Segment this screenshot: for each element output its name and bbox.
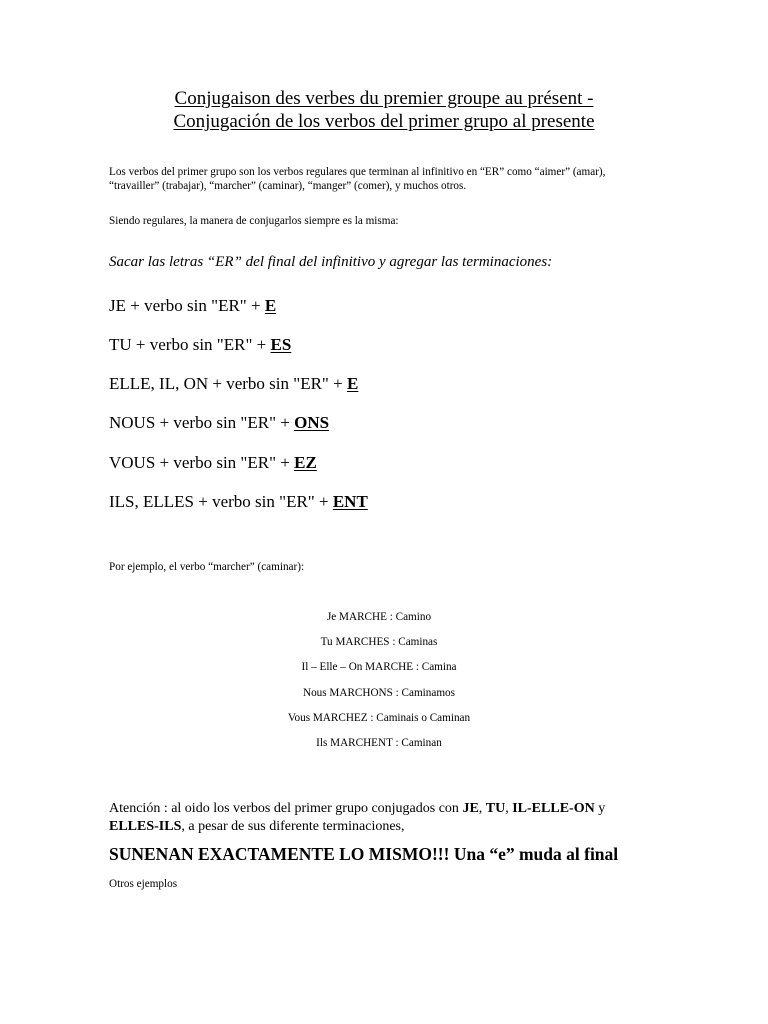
rule-elle-il-on <box>109 374 358 394</box>
attention-text: Atención : al oido los verbos del primer grupo conjugados con <box>109 801 463 816</box>
example-tu: Tu MARCHES : Caminas <box>320 636 438 648</box>
attention-text: , a pesar de sus diferente terminaciones, <box>181 819 405 834</box>
example-vous: Vous MARCHEZ : Caminais o Caminan <box>287 712 471 724</box>
otros-ejemplos: Otros ejemplos <box>109 878 178 890</box>
rule-ending: EZ <box>294 453 317 472</box>
rule-ending: E <box>346 374 359 393</box>
rule-prefix: ILS, ELLES + verbo sin "ER" + <box>109 492 333 511</box>
instruction-text: Sacar las letras “ER” del final del infinitivo y agregar las terminaciones: <box>109 254 553 270</box>
rule-vous <box>109 453 317 473</box>
attention-bold-tu: TU <box>485 801 506 816</box>
title-spanish: Conjugación de los verbos del primer grupo al presente <box>173 111 595 132</box>
rule-ending: E <box>264 296 277 315</box>
example-ils: Ils MARCHENT : Caminan <box>316 737 442 749</box>
rule-prefix: VOUS + verbo sin "ER" + <box>109 453 295 472</box>
title-french: Conjugaison des verbes du premier groupe au présent - <box>174 88 594 109</box>
example-intro: Por ejemplo, el verbo “marcher” (caminar): <box>109 561 305 573</box>
attention-paragraph <box>109 800 649 836</box>
rule-ending: ONS <box>294 413 330 432</box>
regular-note: Siendo regulares, la manera de conjugarlos siempre es la misma: <box>109 215 399 227</box>
rule-tu <box>109 335 291 355</box>
attention-text: , <box>478 801 486 816</box>
rule-prefix: ELLE, IL, ON + verbo sin "ER" + <box>109 374 347 393</box>
rule-prefix: JE + verbo sin "ER" + <box>109 296 265 315</box>
intro-paragraph: Los verbos del primer grupo son los verbos regulares que terminan al infinitivo en “ER” como “aimer” (amar), “travailler” (trabajar), “marcher” (caminar), “manger” (comer), y muchos otros. <box>109 166 606 192</box>
emphasis-line: SUNENAN EXACTAMENTE LO MISMO!!! Una “e” muda al final <box>109 844 619 864</box>
example-je: Je MARCHE : Camino <box>326 611 432 623</box>
attention-bold-elles-ils: ELLES-ILS <box>109 819 182 834</box>
rule-ending: ES <box>270 335 292 354</box>
example-il-elle-on: Il – Elle – On MARCHE : Camina <box>301 661 457 673</box>
attention-text: , <box>505 801 513 816</box>
rule-prefix: NOUS + verbo sin "ER" + <box>109 413 295 432</box>
example-nous: Nous MARCHONS : Caminamos <box>303 687 455 699</box>
attention-text: y <box>594 801 606 816</box>
rule-je <box>109 296 276 316</box>
rule-prefix: TU + verbo sin "ER" + <box>109 335 271 354</box>
attention-bold-il-elle-on: IL-ELLE-ON <box>512 801 595 816</box>
rule-ils-elles <box>109 492 368 512</box>
rule-nous <box>109 413 329 433</box>
rule-ending: ENT <box>332 492 368 511</box>
attention-bold-je: JE <box>462 801 479 816</box>
